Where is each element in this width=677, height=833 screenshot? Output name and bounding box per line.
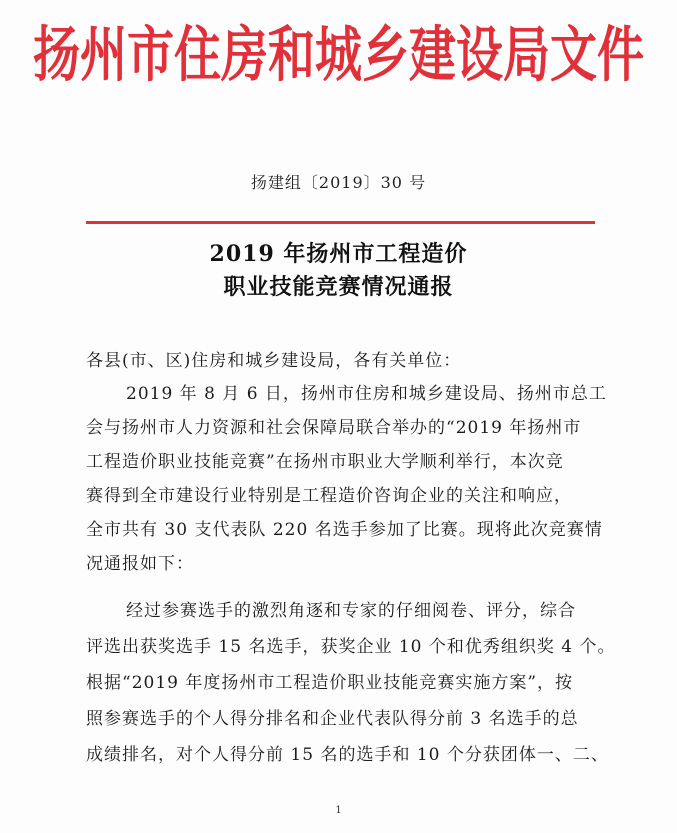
paragraph-line: 成绩排名，对个人得分前 15 名的选手和 10 个分获团体一、二、 — [86, 745, 609, 765]
red-divider — [86, 221, 595, 224]
page-number: 1 — [335, 805, 342, 816]
document-title-line2: 职业技能竞赛情况通报 — [223, 274, 454, 300]
salutation: 各县(市、区)住房和城乡建设局，各有关单位： — [86, 351, 462, 371]
paragraph-line: 赛得到全市建设行业特别是工程造价咨询企业的关注和响应， — [86, 486, 572, 506]
paragraph-line: 全市共有 30 支代表队 220 名选手参加了比赛。现将此次竞赛情 — [86, 520, 603, 540]
paragraph-line: 评选出获奖选手 15 名选手，获奖企业 10 个和优秀组织奖 4 个。 — [86, 637, 616, 657]
paragraph-line: 况通报如下： — [86, 554, 194, 574]
paragraph-line: 工程造价职业技能竞赛”在扬州市职业大学顺利举行，本次竞 — [86, 452, 564, 472]
paragraph-line: 经过参赛选手的激烈角逐和专家的仔细阅卷、评分，综合 — [126, 601, 576, 621]
paragraph-line: 2019 年 8 月 6 日，扬州市住房和城乡建设局、扬州市总工 — [126, 384, 607, 404]
document-number: 扬建组〔2019〕30 号 — [250, 173, 427, 192]
paragraph-line: 照参赛选手的个人得分排名和企业代表队得分前 3 名选手的总 — [86, 709, 579, 729]
paragraph-line: 会与扬州市人力资源和社会保障局联合举办的“2019 年扬州市 — [86, 418, 582, 438]
paragraph-line: 根据“2019 年度扬州市工程造价职业技能竞赛实施方案”，按 — [86, 673, 574, 693]
document-title-line1: 2019 年扬州市工程造价 — [209, 241, 468, 267]
masthead-title: 扬州市住房和城乡建设局文件 — [33, 20, 644, 91]
